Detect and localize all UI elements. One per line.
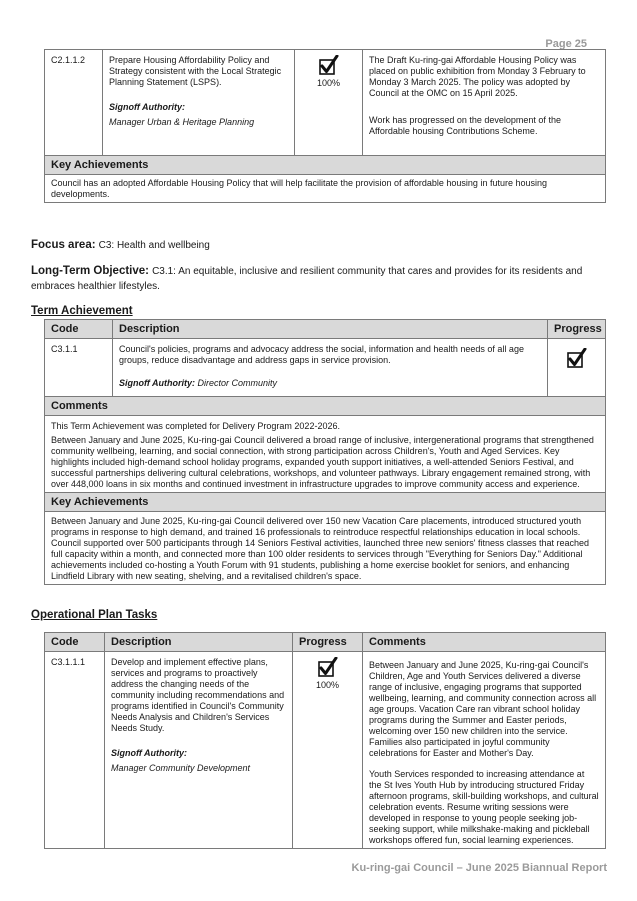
term-progress-cell [548, 339, 606, 397]
focus-area-value: C3: Health and wellbeing [98, 240, 210, 251]
checkbox-tick-icon [567, 348, 587, 370]
task-comment-1: The Draft Ku-ring-gai Affordable Housing Policy was placed on public exhibition from Monday 3 February to Monday 3 March 2025. The policy was adopted by Council at the OMC on 15 April 2025. [369, 55, 586, 98]
ops-col-code-header: Code [45, 633, 105, 652]
progress-value: 100% [316, 78, 341, 88]
top-task-table [44, 49, 606, 203]
long-term-objective [31, 264, 601, 294]
term-signoff-label: Signoff Authority: [119, 378, 195, 388]
ops-description-cell [105, 652, 293, 849]
ops-signoff-value: Manager Community Development [111, 763, 251, 773]
ops-signoff-label: Signoff Authority: [111, 748, 187, 758]
col-code-header: Code [45, 320, 113, 339]
term-key-achievements-text: Between January and June 2025, Ku-ring-gai Council delivered over 150 new Vacation Care placements, introduced structured youth programs in response to high demand, and trained 16 professionals to reintroduce respectful relationships education in local schools. Council supported over 500 participants through 14 Seniors Festival activities, launched three new seniors' fitness classes that reached full capacity within a month, and connected more than 100 older residents to services through "Everything for Seniors Day." Additional achievements included co-hosting a Youth Forum with 91 students, publishing a home exercise booklet for seniors, and enhancing Lindfield Library with new seating, shelving, and a revitalised children's space. [45, 512, 606, 585]
comments-header: Comments [45, 397, 606, 416]
term-achievement-heading: Term Achievement [31, 305, 133, 317]
ops-col-progress-header: Progress [293, 633, 363, 652]
key-achievements-header: Key Achievements [45, 156, 606, 175]
task-comment-2: Work has progressed on the development of the Affordable housing Contributions Scheme. [369, 115, 561, 136]
signoff-value: Manager Urban & Heritage Planning [109, 117, 255, 127]
term-signoff-value: Director Community [197, 378, 278, 388]
term-comment-1: This Term Achievement was completed for Delivery Program 2022-2026. [51, 421, 340, 431]
term-achievement-table [44, 319, 606, 585]
term-code: C3.1.1 [45, 339, 113, 397]
signoff-label: Signoff Authority: [109, 102, 185, 112]
report-footer: Ku-ring-gai Council – June 2025 Biannual Report [351, 862, 607, 874]
ops-task-code: C3.1.1.1 [45, 652, 105, 849]
operational-tasks-table [44, 632, 606, 849]
ops-progress-value: 100% [315, 680, 340, 690]
long-term-label: Long-Term Objective: [31, 265, 149, 277]
focus-area-label: Focus area: [31, 239, 96, 251]
ops-comment-1: Between January and June 2025, Ku-ring-gai Council's Children, Age and Youth Services delivered a diverse range of inclusive, engaging programs that supported wellbeing, learning, and community connection across all age groups. Vacation Care ran vibrant school holiday programs during the Summer and Easter periods, welcoming over 150 new children into the service. Families also participated in joyful community celebrations for Easter and Mother's Day. [369, 660, 597, 758]
task-code: C2.1.1.2 [45, 50, 103, 156]
long-term-value: C3.1: An equitable, inclusive and resilient community that cares and provides for its residents and embraces healthier lifestyles. [31, 266, 583, 292]
focus-area [31, 238, 601, 253]
term-description: Council's policies, programs and advocacy address the social, information and health needs of all age groups, reduce disadvantage and address gaps in service provision. [119, 344, 524, 365]
ops-comment-2: Youth Services responded to increasing attendance at the St Ives Youth Hub by introducing structured Friday afternoon programs, skill-building workshops, and cultural celebration events. Resume writing sessions were developed in response to young people seeking job-seeking support, while milkshake-making and pickleball workshops offered fun, social learning experiences. [369, 769, 599, 845]
task-description-cell [103, 50, 295, 156]
ops-progress-cell [293, 652, 363, 849]
col-description-header: Description [113, 320, 548, 339]
page-number: Page 25 [545, 38, 587, 50]
operational-plan-heading: Operational Plan Tasks [31, 609, 158, 621]
ops-comments-cell [363, 652, 606, 849]
task-description: Prepare Housing Affordability Policy and Strategy consistent with the Local Strategic Planning Statement (LSPS). [109, 55, 282, 87]
term-comments-cell [45, 416, 606, 493]
task-progress-cell [295, 50, 363, 156]
term-description-cell [113, 339, 548, 397]
ops-description: Develop and implement effective plans, services and programs to proactively address the changing needs of the community including recommendations and programs identified in Council's Community Needs Analysis and Children's Services Needs Study. [111, 657, 285, 733]
checkbox-tick-icon [318, 657, 338, 679]
task-comments-cell [363, 50, 606, 156]
key-achievements-text: Council has an adopted Affordable Housing Policy that will help facilitate the provision of affordable housing in future housing developments. [45, 175, 606, 203]
ops-col-description-header: Description [105, 633, 293, 652]
term-comment-2: Between January and June 2025, Ku-ring-gai Council delivered a broad range of inclusive, intergenerational programs that strengthened community wellbeing, learning, and social connection, with strong participation across Children's, Youth and Aged Services. Key highlights included high-demand school holiday programs, expanded youth support initiatives, a well-attended Seniors Festival, and successful partnerships delivering cultural celebrations, workshops, and volunteer pathways. Library engagement remained strong, with over 448,000 loans in six months and continued investment in infrastructure upgrades to improve community access and experience. [51, 435, 594, 489]
term-key-achievements-header: Key Achievements [45, 493, 606, 512]
col-progress-header: Progress [548, 320, 606, 339]
checkbox-tick-icon [319, 55, 339, 77]
ops-col-comments-header: Comments [363, 633, 606, 652]
